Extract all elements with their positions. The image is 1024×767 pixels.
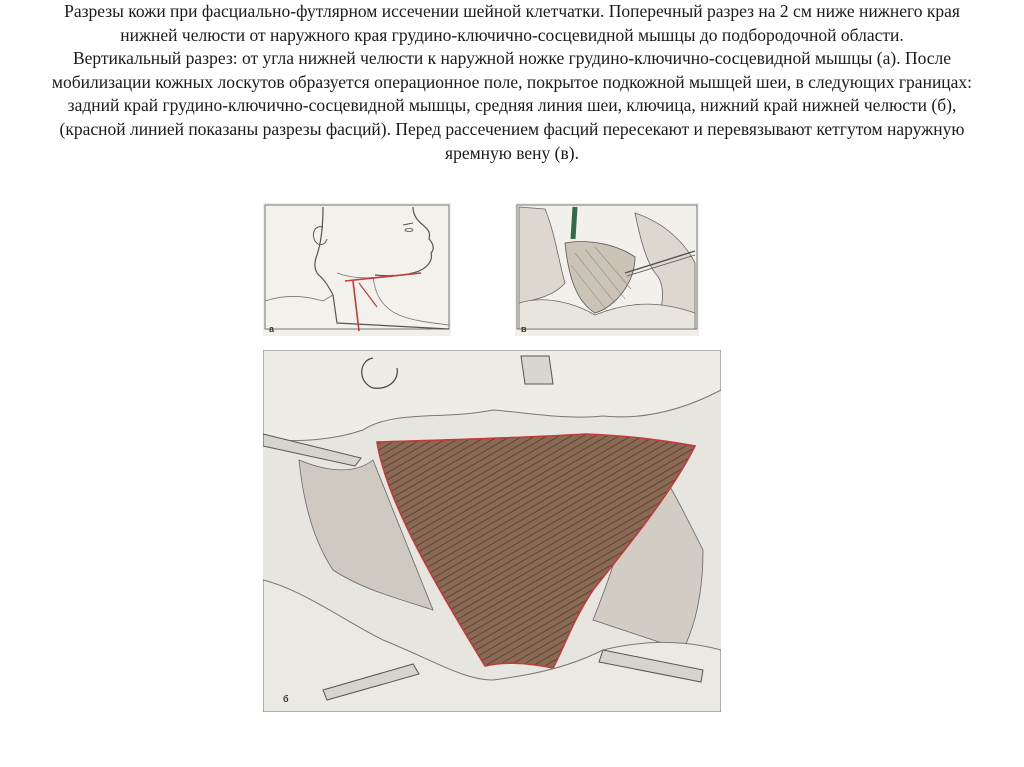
caption-paragraph-1: Разрезы кожи при фасциально-футлярном иссечении шейной клетчатки. Поперечный разрез на 2 см ниже нижнего края нижней челюсти от наружного края грудино-ключично-сосцевидной мышцы до подбородочной области. <box>64 1 960 45</box>
figure-panel-b <box>263 350 721 712</box>
vein-ligation-illustration <box>515 203 699 336</box>
figure-panel-v <box>515 203 699 336</box>
panel-a-letter: а <box>269 324 275 334</box>
panel-b-letter: б <box>283 694 289 704</box>
figure-caption <box>40 0 984 165</box>
head-profile-illustration <box>263 203 451 336</box>
panel-v-letter: в <box>521 324 527 334</box>
caption-paragraph-2: Вертикальный разрез: от угла нижней челюсти к наружной ножке грудино-ключично-сосцевидной мышцы (а). После мобилизации кожных лоскутов образуется операционное поле, покрытое подкожной мышцей шеи, в следующих границах: задний край грудино-ключично-сосцевидной мышцы, средняя линия шеи, ключица, нижний край нижней челюсти (б), (красной линией показаны разрезы фасций). Перед рассечением фасций пересекают и перевязывают кетгутом наружную яремную вену (в). <box>51 48 973 163</box>
operative-field-illustration <box>263 350 721 712</box>
figure-panel-a <box>263 203 451 336</box>
